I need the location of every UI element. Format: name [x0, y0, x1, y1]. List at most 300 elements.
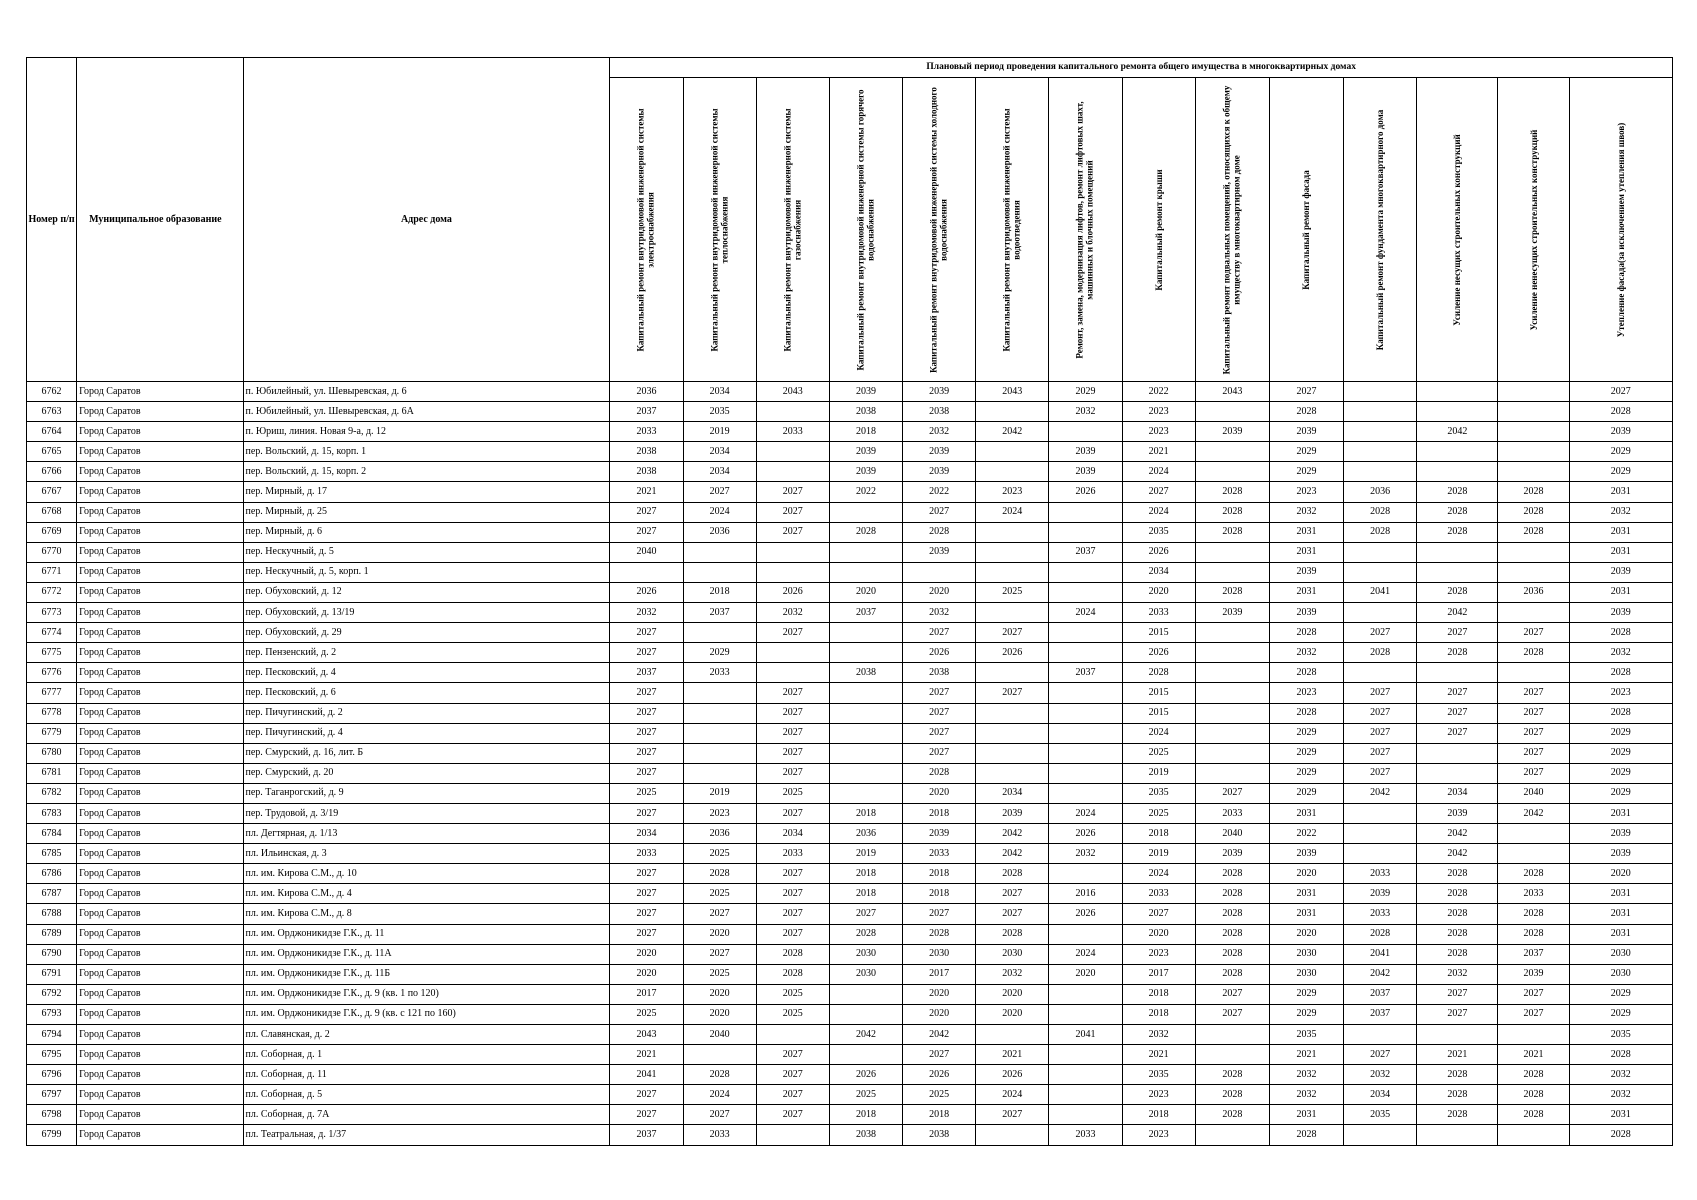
- table-row: [27, 562, 1673, 582]
- row-year-cell: 2028: [903, 763, 976, 783]
- row-address: пл. Театральная, д. 1/37: [243, 1125, 610, 1145]
- table-row: [27, 723, 1673, 743]
- row-year-cell: 2021: [610, 482, 683, 502]
- row-year-cell: 2031: [1569, 1105, 1672, 1125]
- row-address: пер. Пензенский, д. 2: [243, 643, 610, 663]
- row-year-cell: 2015: [1122, 703, 1195, 723]
- row-year-cell: 2035: [683, 402, 756, 422]
- row-year-cell: 2028: [1269, 623, 1343, 643]
- row-year-cell: 2028: [976, 924, 1049, 944]
- header-column-wrap: [1344, 78, 1416, 381]
- row-year-cell: 2024: [976, 502, 1049, 522]
- row-year-cell: 2027: [756, 1065, 829, 1085]
- row-year-cell: 2020: [683, 1004, 756, 1024]
- row-year-cell: [683, 703, 756, 723]
- header-column-9: [1195, 78, 1269, 382]
- header-column-2: [683, 78, 756, 382]
- row-year-cell: 2035: [1269, 1025, 1343, 1045]
- row-municipality: Город Саратов: [77, 864, 243, 884]
- row-year-cell: 2025: [683, 884, 756, 904]
- row-year-cell: [1049, 924, 1122, 944]
- header-column-wrap: [1570, 78, 1672, 381]
- row-year-cell: 2039: [976, 803, 1049, 823]
- row-year-cell: 2042: [976, 422, 1049, 442]
- row-municipality: Город Саратов: [77, 482, 243, 502]
- row-year-cell: [1498, 402, 1569, 422]
- row-number: 6768: [27, 502, 77, 522]
- row-year-cell: 2027: [1498, 703, 1569, 723]
- header-number: Номер п/п: [27, 58, 77, 382]
- row-year-cell: 2030: [1269, 964, 1343, 984]
- row-municipality: Город Саратов: [77, 1065, 243, 1085]
- row-year-cell: 2039: [1195, 603, 1269, 623]
- row-year-cell: [1195, 663, 1269, 683]
- row-year-cell: [1498, 562, 1569, 582]
- row-year-cell: 2030: [829, 944, 902, 964]
- row-year-cell: 2028: [829, 522, 902, 542]
- row-year-cell: 2039: [829, 462, 902, 482]
- row-year-cell: [1344, 462, 1417, 482]
- row-year-cell: 2040: [1195, 824, 1269, 844]
- row-address: пл. им. Кирова С.М., д. 10: [243, 864, 610, 884]
- row-year-cell: 2031: [1569, 522, 1672, 542]
- row-year-cell: [976, 562, 1049, 582]
- header-column-wrap: [1498, 78, 1568, 381]
- row-year-cell: [1195, 683, 1269, 703]
- row-year-cell: 2037: [1498, 944, 1569, 964]
- row-year-cell: [1417, 663, 1498, 683]
- row-year-cell: 2029: [1269, 783, 1343, 803]
- row-year-cell: 2032: [1344, 1065, 1417, 1085]
- row-year-cell: 2027: [756, 623, 829, 643]
- row-year-cell: 2021: [1122, 442, 1195, 462]
- table-row: [27, 803, 1673, 823]
- row-year-cell: 2027: [756, 884, 829, 904]
- row-number: 6778: [27, 703, 77, 723]
- row-year-cell: 2027: [756, 502, 829, 522]
- row-year-cell: 2028: [1195, 482, 1269, 502]
- row-year-cell: [829, 643, 902, 663]
- row-year-cell: 2039: [1269, 562, 1343, 582]
- table-row: [27, 522, 1673, 542]
- row-year-cell: 2020: [903, 984, 976, 1004]
- row-year-cell: 2031: [1569, 482, 1672, 502]
- row-year-cell: [829, 542, 902, 562]
- row-year-cell: 2039: [903, 542, 976, 562]
- row-year-cell: 2032: [610, 603, 683, 623]
- row-year-cell: 2038: [903, 663, 976, 683]
- row-year-cell: [1344, 663, 1417, 683]
- row-year-cell: 2027: [976, 1105, 1049, 1125]
- row-year-cell: 2037: [1344, 984, 1417, 1004]
- row-number: 6796: [27, 1065, 77, 1085]
- row-year-cell: 2027: [1344, 703, 1417, 723]
- row-year-cell: 2033: [1344, 864, 1417, 884]
- row-year-cell: 2028: [1498, 1105, 1569, 1125]
- header-column-wrap: [903, 78, 975, 381]
- row-year-cell: 2034: [683, 382, 756, 402]
- row-year-cell: 2027: [1498, 683, 1569, 703]
- row-year-cell: [976, 442, 1049, 462]
- row-number: 6787: [27, 884, 77, 904]
- row-year-cell: [976, 603, 1049, 623]
- row-year-cell: 2039: [829, 382, 902, 402]
- row-year-cell: [1195, 643, 1269, 663]
- table-header: [27, 58, 1673, 382]
- table-row: [27, 763, 1673, 783]
- row-year-cell: 2043: [1195, 382, 1269, 402]
- row-year-cell: 2028: [1195, 1085, 1269, 1105]
- row-year-cell: 2028: [829, 924, 902, 944]
- row-year-cell: 2027: [1344, 623, 1417, 643]
- row-number: 6774: [27, 623, 77, 643]
- row-year-cell: 2027: [903, 723, 976, 743]
- table-row: [27, 462, 1673, 482]
- row-number: 6779: [27, 723, 77, 743]
- row-year-cell: 2028: [976, 864, 1049, 884]
- row-year-cell: 2039: [1049, 442, 1122, 462]
- row-year-cell: 2032: [1049, 844, 1122, 864]
- table-row: [27, 603, 1673, 623]
- row-year-cell: [829, 743, 902, 763]
- row-year-cell: 2026: [1049, 482, 1122, 502]
- row-year-cell: [1417, 1125, 1498, 1145]
- row-year-cell: 2025: [610, 1004, 683, 1024]
- row-address: пл. Соборная, д. 11: [243, 1065, 610, 1085]
- row-municipality: Город Саратов: [77, 1004, 243, 1024]
- row-year-cell: 2027: [756, 1105, 829, 1125]
- row-year-cell: 2021: [1122, 1045, 1195, 1065]
- row-number: 6798: [27, 1105, 77, 1125]
- row-year-cell: 2031: [1269, 803, 1343, 823]
- header-column-wrap: [1417, 78, 1497, 381]
- row-address: п. Юбилейный, ул. Шевыревская, д. 6А: [243, 402, 610, 422]
- row-year-cell: [1049, 1004, 1122, 1024]
- row-year-cell: 2029: [1569, 763, 1672, 783]
- row-year-cell: [756, 462, 829, 482]
- row-year-cell: 2023: [1122, 422, 1195, 442]
- row-year-cell: 2028: [683, 864, 756, 884]
- row-year-cell: 2032: [1269, 502, 1343, 522]
- row-year-cell: 2015: [1122, 623, 1195, 643]
- row-year-cell: 2041: [1344, 944, 1417, 964]
- row-year-cell: 2038: [903, 1125, 976, 1145]
- table-row: [27, 542, 1673, 562]
- row-year-cell: 2027: [976, 884, 1049, 904]
- row-year-cell: 2033: [1122, 603, 1195, 623]
- row-address: пер. Песковский, д. 6: [243, 683, 610, 703]
- row-municipality: Город Саратов: [77, 944, 243, 964]
- row-address: пл. Соборная, д. 5: [243, 1085, 610, 1105]
- row-year-cell: [1344, 1125, 1417, 1145]
- row-year-cell: 2027: [610, 763, 683, 783]
- row-year-cell: 2027: [610, 924, 683, 944]
- row-year-cell: 2037: [1344, 1004, 1417, 1024]
- row-year-cell: 2029: [1569, 723, 1672, 743]
- row-number: 6793: [27, 1004, 77, 1024]
- row-year-cell: 2025: [610, 783, 683, 803]
- header-column-wrap: [1049, 78, 1121, 381]
- row-year-cell: 2018: [903, 803, 976, 823]
- row-year-cell: 2029: [1269, 442, 1343, 462]
- row-year-cell: [829, 984, 902, 1004]
- row-year-cell: 2022: [1269, 824, 1343, 844]
- row-year-cell: [1417, 763, 1498, 783]
- row-year-cell: 2027: [756, 763, 829, 783]
- row-year-cell: 2034: [1344, 1085, 1417, 1105]
- header-column-wrap: [684, 78, 756, 381]
- row-year-cell: 2039: [1417, 803, 1498, 823]
- row-year-cell: 2027: [1417, 623, 1498, 643]
- row-municipality: Город Саратов: [77, 763, 243, 783]
- row-year-cell: [1195, 402, 1269, 422]
- row-year-cell: 2033: [1049, 1125, 1122, 1145]
- row-year-cell: 2028: [1417, 924, 1498, 944]
- row-municipality: Город Саратов: [77, 683, 243, 703]
- row-year-cell: 2026: [756, 582, 829, 602]
- header-column-label: Капитальный ремонт внутридомовой инженерной системы теплоснабжения: [709, 107, 730, 352]
- row-year-cell: [1195, 1045, 1269, 1065]
- row-year-cell: [1049, 984, 1122, 1004]
- header-column-3: [756, 78, 829, 382]
- row-number: 6786: [27, 864, 77, 884]
- row-year-cell: 2036: [610, 382, 683, 402]
- row-year-cell: 2028: [1195, 864, 1269, 884]
- row-year-cell: 2028: [1417, 582, 1498, 602]
- row-year-cell: 2034: [756, 824, 829, 844]
- row-year-cell: 2038: [610, 462, 683, 482]
- row-year-cell: 2027: [1417, 984, 1498, 1004]
- row-year-cell: 2040: [1498, 783, 1569, 803]
- row-year-cell: 2020: [610, 944, 683, 964]
- table-row: [27, 864, 1673, 884]
- row-year-cell: 2023: [976, 482, 1049, 502]
- row-year-cell: [756, 562, 829, 582]
- row-year-cell: 2028: [1195, 964, 1269, 984]
- row-number: 6784: [27, 824, 77, 844]
- row-number: 6782: [27, 783, 77, 803]
- row-year-cell: 2016: [1049, 884, 1122, 904]
- row-year-cell: 2032: [1569, 1065, 1672, 1085]
- row-year-cell: 2043: [756, 382, 829, 402]
- row-year-cell: 2025: [976, 582, 1049, 602]
- row-number: 6788: [27, 904, 77, 924]
- row-year-cell: 2028: [1344, 502, 1417, 522]
- row-year-cell: 2027: [903, 904, 976, 924]
- header-column-1: [610, 78, 683, 382]
- row-year-cell: [976, 542, 1049, 562]
- header-column-label: Капитальный ремонт фундамента многоквартирного дома: [1374, 109, 1385, 350]
- header-column-8: [1122, 78, 1195, 382]
- row-year-cell: 2019: [1122, 844, 1195, 864]
- row-municipality: Город Саратов: [77, 904, 243, 924]
- row-number: 6775: [27, 643, 77, 663]
- header-column-label: Капитальный ремонт внутридомовой инженерной системы холодного водоснабжения: [928, 86, 950, 373]
- row-address: пер. Смурский, д. 20: [243, 763, 610, 783]
- row-year-cell: 2019: [683, 422, 756, 442]
- row-year-cell: 2017: [1122, 964, 1195, 984]
- row-year-cell: 2027: [756, 1085, 829, 1105]
- row-year-cell: [1344, 1025, 1417, 1045]
- row-year-cell: 2028: [1195, 1105, 1269, 1125]
- row-year-cell: [1498, 1025, 1569, 1045]
- row-year-cell: 2035: [1344, 1105, 1417, 1125]
- table-row: [27, 904, 1673, 924]
- row-year-cell: 2018: [903, 864, 976, 884]
- table-row: [27, 1105, 1673, 1125]
- row-year-cell: 2042: [1344, 783, 1417, 803]
- header-column-5: [903, 78, 976, 382]
- header-column-6: [976, 78, 1049, 382]
- row-address: п. Юриш, линия. Новая 9-а, д. 12: [243, 422, 610, 442]
- row-year-cell: [1195, 462, 1269, 482]
- row-year-cell: 2029: [1569, 743, 1672, 763]
- row-year-cell: [756, 663, 829, 683]
- row-year-cell: 2042: [1417, 603, 1498, 623]
- row-number: 6799: [27, 1125, 77, 1145]
- row-year-cell: 2027: [1498, 723, 1569, 743]
- row-year-cell: 2033: [610, 422, 683, 442]
- row-year-cell: 2023: [1122, 944, 1195, 964]
- row-year-cell: 2024: [976, 1085, 1049, 1105]
- row-year-cell: 2028: [1417, 1105, 1498, 1125]
- row-year-cell: 2021: [1269, 1045, 1343, 1065]
- row-number: 6789: [27, 924, 77, 944]
- row-year-cell: 2027: [683, 482, 756, 502]
- row-year-cell: 2020: [1269, 924, 1343, 944]
- row-year-cell: [1195, 542, 1269, 562]
- row-year-cell: 2028: [1498, 1065, 1569, 1085]
- row-year-cell: 2024: [1122, 502, 1195, 522]
- row-year-cell: 2025: [756, 984, 829, 1004]
- row-year-cell: 2018: [1122, 1004, 1195, 1024]
- row-year-cell: 2023: [1569, 683, 1672, 703]
- row-municipality: Город Саратов: [77, 562, 243, 582]
- row-year-cell: 2024: [1049, 803, 1122, 823]
- row-number: 6783: [27, 803, 77, 823]
- row-year-cell: [1498, 844, 1569, 864]
- row-year-cell: [1049, 723, 1122, 743]
- table-row: [27, 743, 1673, 763]
- row-year-cell: 2039: [829, 442, 902, 462]
- row-year-cell: 2042: [1417, 422, 1498, 442]
- row-year-cell: 2032: [1569, 502, 1672, 522]
- row-year-cell: 2039: [1195, 422, 1269, 442]
- row-year-cell: 2017: [610, 984, 683, 1004]
- row-year-cell: 2029: [1569, 1004, 1672, 1024]
- row-year-cell: 2028: [1417, 884, 1498, 904]
- row-municipality: Город Саратов: [77, 824, 243, 844]
- row-year-cell: 2026: [903, 643, 976, 663]
- row-year-cell: 2020: [976, 984, 1049, 1004]
- row-year-cell: [1498, 462, 1569, 482]
- row-year-cell: [756, 402, 829, 422]
- row-year-cell: 2026: [1122, 643, 1195, 663]
- row-year-cell: 2041: [1049, 1025, 1122, 1045]
- row-year-cell: 2023: [683, 803, 756, 823]
- row-year-cell: [1344, 442, 1417, 462]
- row-year-cell: 2027: [610, 1105, 683, 1125]
- row-address: пл. Ильинская, д. 3: [243, 844, 610, 864]
- row-number: 6772: [27, 582, 77, 602]
- row-year-cell: 2027: [903, 743, 976, 763]
- row-year-cell: 2020: [829, 582, 902, 602]
- row-year-cell: [829, 502, 902, 522]
- row-year-cell: 2028: [1344, 643, 1417, 663]
- row-year-cell: [829, 763, 902, 783]
- row-year-cell: [829, 1045, 902, 1065]
- row-year-cell: 2035: [1122, 1065, 1195, 1085]
- row-year-cell: 2034: [683, 442, 756, 462]
- row-year-cell: [1344, 803, 1417, 823]
- row-year-cell: 2032: [1569, 1085, 1672, 1105]
- row-year-cell: 2027: [756, 522, 829, 542]
- table-row: [27, 482, 1673, 502]
- header-column-10: [1269, 78, 1343, 382]
- row-year-cell: 2031: [1569, 542, 1672, 562]
- row-municipality: Город Саратов: [77, 964, 243, 984]
- table-row: [27, 382, 1673, 402]
- row-year-cell: 2027: [610, 683, 683, 703]
- row-number: 6791: [27, 964, 77, 984]
- row-address: пер. Мирный, д. 17: [243, 482, 610, 502]
- row-year-cell: [1195, 1025, 1269, 1045]
- row-year-cell: 2036: [683, 522, 756, 542]
- row-year-cell: 2027: [756, 864, 829, 884]
- row-year-cell: 2043: [610, 1025, 683, 1045]
- row-year-cell: 2024: [1049, 603, 1122, 623]
- row-year-cell: [756, 542, 829, 562]
- row-year-cell: 2028: [1195, 904, 1269, 924]
- row-year-cell: 2024: [1122, 723, 1195, 743]
- row-number: 6797: [27, 1085, 77, 1105]
- row-year-cell: 2026: [976, 643, 1049, 663]
- row-year-cell: 2030: [829, 964, 902, 984]
- row-year-cell: [1417, 562, 1498, 582]
- row-year-cell: 2028: [1498, 482, 1569, 502]
- row-address: пл. им. Орджоникидзе Г.К., д. 11: [243, 924, 610, 944]
- row-year-cell: [683, 723, 756, 743]
- row-year-cell: 2033: [683, 1125, 756, 1145]
- row-year-cell: 2042: [1498, 803, 1569, 823]
- row-municipality: Город Саратов: [77, 1025, 243, 1045]
- row-year-cell: [1049, 1045, 1122, 1065]
- row-year-cell: [829, 562, 902, 582]
- row-year-cell: 2027: [756, 924, 829, 944]
- row-year-cell: 2019: [683, 783, 756, 803]
- row-year-cell: 2028: [1269, 703, 1343, 723]
- row-municipality: Город Саратов: [77, 1125, 243, 1145]
- row-year-cell: 2020: [903, 1004, 976, 1024]
- row-year-cell: [1049, 522, 1122, 542]
- row-municipality: Город Саратов: [77, 663, 243, 683]
- row-year-cell: 2028: [1269, 1125, 1343, 1145]
- table-row: [27, 924, 1673, 944]
- row-year-cell: 2018: [1122, 984, 1195, 1004]
- row-year-cell: 2018: [829, 422, 902, 442]
- row-address: пер. Таганрогский, д. 9: [243, 783, 610, 803]
- row-year-cell: 2025: [903, 1085, 976, 1105]
- row-year-cell: 2042: [1344, 964, 1417, 984]
- row-year-cell: [683, 623, 756, 643]
- row-year-cell: 2032: [756, 603, 829, 623]
- repair-schedule-sheet: [26, 57, 1673, 1146]
- row-year-cell: 2031: [1569, 904, 1672, 924]
- row-year-cell: 2042: [1417, 824, 1498, 844]
- row-year-cell: [829, 703, 902, 723]
- row-year-cell: 2027: [610, 1085, 683, 1105]
- header-column-label: Ремонт, замена, модернизация лифтов, ремонт лифтовых шахт, машинных и блочных помещений: [1075, 100, 1096, 359]
